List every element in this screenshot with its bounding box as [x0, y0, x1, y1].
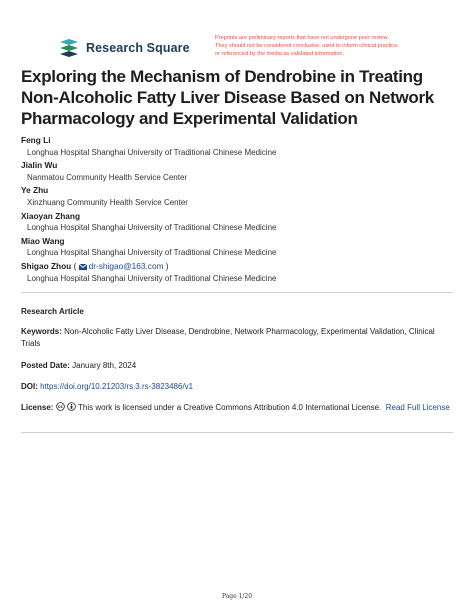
brand-name: Research Square [86, 41, 190, 55]
article-type: Research Article [21, 307, 84, 316]
section-divider [21, 432, 453, 433]
svg-text:cc: cc [57, 404, 63, 410]
preprint-notice-line: or referenced by the media as validated information. [215, 51, 345, 57]
preprint-notice-line: They should not be considered conclusive, used to inform clinical practice, [215, 43, 399, 49]
author-affiliation: Longhua Hospital Shanghai University of Traditional Chinese Medicine [27, 248, 277, 258]
section-divider [21, 292, 453, 293]
posted-date-label: Posted Date: [21, 361, 70, 370]
author-entry [21, 134, 461, 159]
page-number: Page 1/20 [221, 593, 253, 600]
corresponding-author [21, 260, 461, 273]
research-square-logo-icon [58, 38, 80, 58]
author-name[interactable]: Xiaoyan Zhang [21, 210, 81, 221]
author-affiliation: Longhua Hospital Shanghai University of Traditional Chinese Medicine [27, 223, 277, 233]
paper-title: Exploring the Mechanism of Dendrobine in Treating Non-Alcoholic Fatty Liver Disease Based on Network Pharmacology and Experimental Validation [21, 67, 434, 128]
by-icon[interactable] [67, 402, 76, 411]
author-affiliation: Longhua Hospital Shanghai University of Traditional Chinese Medicine [27, 273, 277, 283]
posted-date-value: January 8th, 2024 [72, 361, 137, 370]
author-name[interactable]: Ye Zhu [21, 185, 49, 196]
preprint-notice-line: Preprints are preliminary reports that have not undergone peer review. [215, 35, 389, 41]
author-entry [21, 184, 461, 209]
author-list [21, 134, 461, 285]
keywords-label: Keywords: [21, 327, 62, 336]
email-wrapper: ( dr-shigao@163.com ) [73, 260, 169, 271]
doi-label: DOI: [21, 382, 38, 391]
author-email-link[interactable]: dr-shigao@163.com [88, 260, 164, 271]
author-name[interactable]: Miao Wang [21, 235, 65, 246]
doi-link[interactable]: https://doi.org/10.21203/rs.3.rs-3823486/v1 [40, 382, 194, 391]
cc-icon[interactable] [56, 402, 65, 411]
preprint-notice [215, 34, 445, 58]
license-label: License: [21, 403, 54, 412]
keywords-value: Non-Alcoholic Fatty Liver Disease, Dendrobine, Network Pharmacology, Experimental Validation, Clinical Trials [21, 327, 435, 348]
license [21, 402, 451, 414]
author-name[interactable]: Shigao Zhou [21, 260, 72, 271]
author-affiliation: Nanmatou Community Health Service Center [27, 172, 188, 182]
author-affiliation: Xinzhuang Community Health Service Center [27, 197, 188, 207]
author-entry [21, 235, 461, 260]
keywords [21, 326, 451, 350]
author-entry-corresponding [21, 260, 461, 285]
doi [21, 381, 451, 393]
author-entry [21, 210, 461, 235]
mail-icon [79, 264, 87, 270]
license-text: This work is licensed under a Creative Commons Attribution 4.0 International License. [78, 403, 382, 412]
author-name[interactable]: Jialin Wu [21, 160, 58, 171]
read-full-license-link[interactable]: Read Full License [385, 403, 450, 412]
posted-date [21, 360, 451, 372]
research-square-logo[interactable] [58, 37, 190, 59]
author-name[interactable]: Feng Li [21, 135, 51, 145]
author-entry [21, 159, 461, 184]
author-affiliation: Longhua Hospital Shanghai University of Traditional Chinese Medicine [27, 147, 277, 157]
